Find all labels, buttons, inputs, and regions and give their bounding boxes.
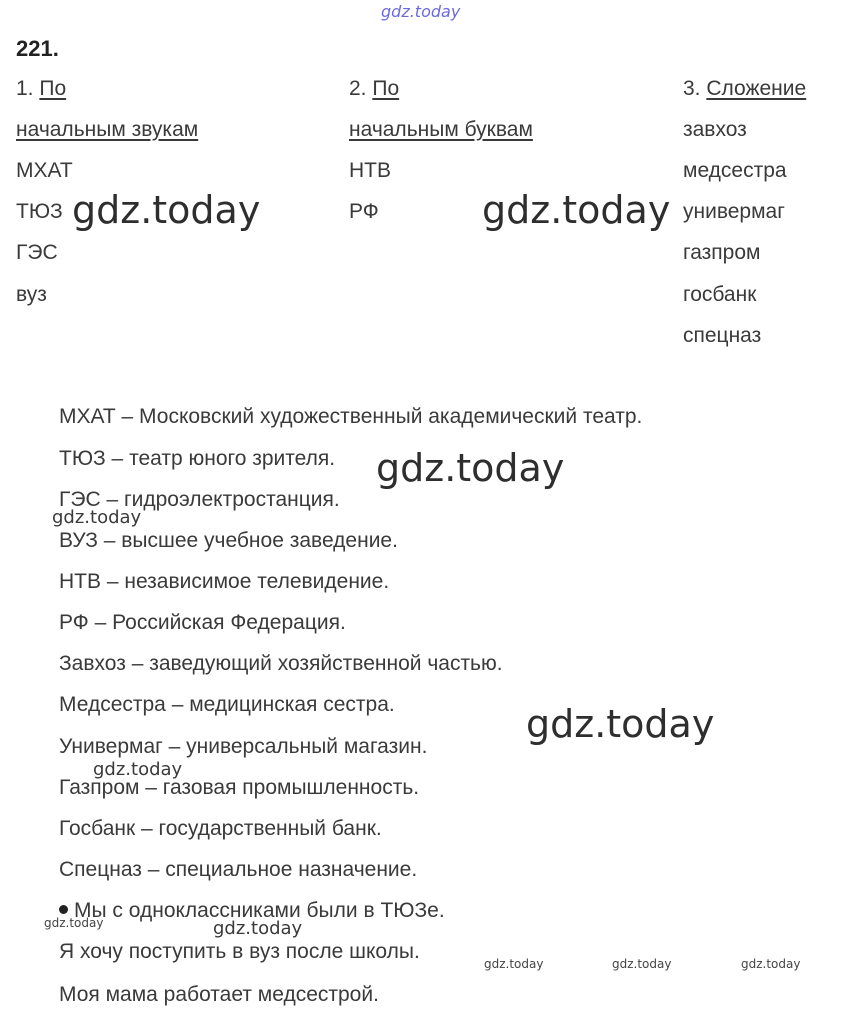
watermark-large: gdz.today (72, 188, 261, 232)
definition-line: ТЮЗ – театр юного зрителя. (59, 447, 336, 470)
column-3-item: госбанк (683, 283, 757, 306)
exercise-number: 221. (16, 36, 59, 61)
column-3-item: медсестра (683, 159, 787, 182)
column-1-number: 1. (16, 77, 34, 100)
column-2-number: 2. (349, 77, 367, 100)
definition-line: РФ – Российская Федерация. (59, 611, 346, 634)
column-3-item: завхоз (683, 118, 747, 141)
column-3-heading (683, 78, 806, 99)
column-2-heading-2: начальным буквам (349, 118, 533, 141)
definition-line: Универмаг – универсальный магазин. (59, 735, 428, 758)
definition-line: МХАТ – Московский художественный академический театр. (59, 405, 643, 428)
column-1-item: ГЭС (16, 241, 58, 264)
column-2-heading-1: По (372, 77, 400, 100)
watermark-large: gdz.today (376, 446, 565, 490)
definition-line: НТВ – независимое телевидение. (59, 570, 390, 593)
definition-line: Завхоз – заведующий хозяйственной частью. (59, 652, 503, 675)
watermark-medium: gdz.today (213, 918, 303, 939)
example-sentence: Моя мама работает медсестрой. (59, 983, 379, 1006)
example-sentence-text: Мы с одноклассниками были в ТЮЗе. (74, 899, 445, 922)
definition-line: Спецназ – специальное назначение. (59, 858, 418, 881)
column-2-heading (349, 78, 399, 99)
watermark-small: gdz.today (44, 916, 104, 930)
example-sentence: Я хочу поступить в вуз после школы. (59, 940, 420, 963)
column-1-heading-2: начальным звукам (16, 118, 199, 141)
definition-line: ВУЗ – высшее учебное заведение. (59, 529, 398, 552)
watermark-medium: gdz.today (93, 759, 183, 780)
watermark-large: gdz.today (482, 188, 671, 232)
column-3-number: 3. (683, 77, 701, 100)
column-1-item: вуз (16, 283, 47, 306)
column-3-item: универмаг (683, 200, 785, 223)
definition-line: Газпром – газовая промышленность. (59, 776, 420, 799)
column-3-item: газпром (683, 241, 761, 264)
column-1-heading-1: По (39, 77, 67, 100)
column-1-heading (16, 78, 66, 99)
watermark-medium: gdz.today (52, 507, 142, 528)
watermark-large: gdz.today (526, 702, 715, 746)
column-3-heading-1: Сложение (706, 77, 807, 100)
column-1-item: ТЮЗ (16, 200, 63, 223)
bullet-icon (59, 905, 68, 914)
column-1-item: МХАТ (16, 159, 73, 182)
watermark-small: gdz.today (741, 957, 801, 971)
definition-line: ГЭС – гидроэлектростанция. (59, 488, 340, 511)
column-3-item: спецназ (683, 324, 762, 347)
definition-line: Медсестра – медицинская сестра. (59, 693, 395, 716)
watermark-small: gdz.today (612, 957, 672, 971)
column-2-item: РФ (349, 200, 379, 223)
watermark-small: gdz.today (484, 957, 544, 971)
watermark-top: gdz.today (381, 2, 461, 21)
definition-line: Госбанк – государственный банк. (59, 817, 382, 840)
column-2-item: НТВ (349, 159, 391, 182)
